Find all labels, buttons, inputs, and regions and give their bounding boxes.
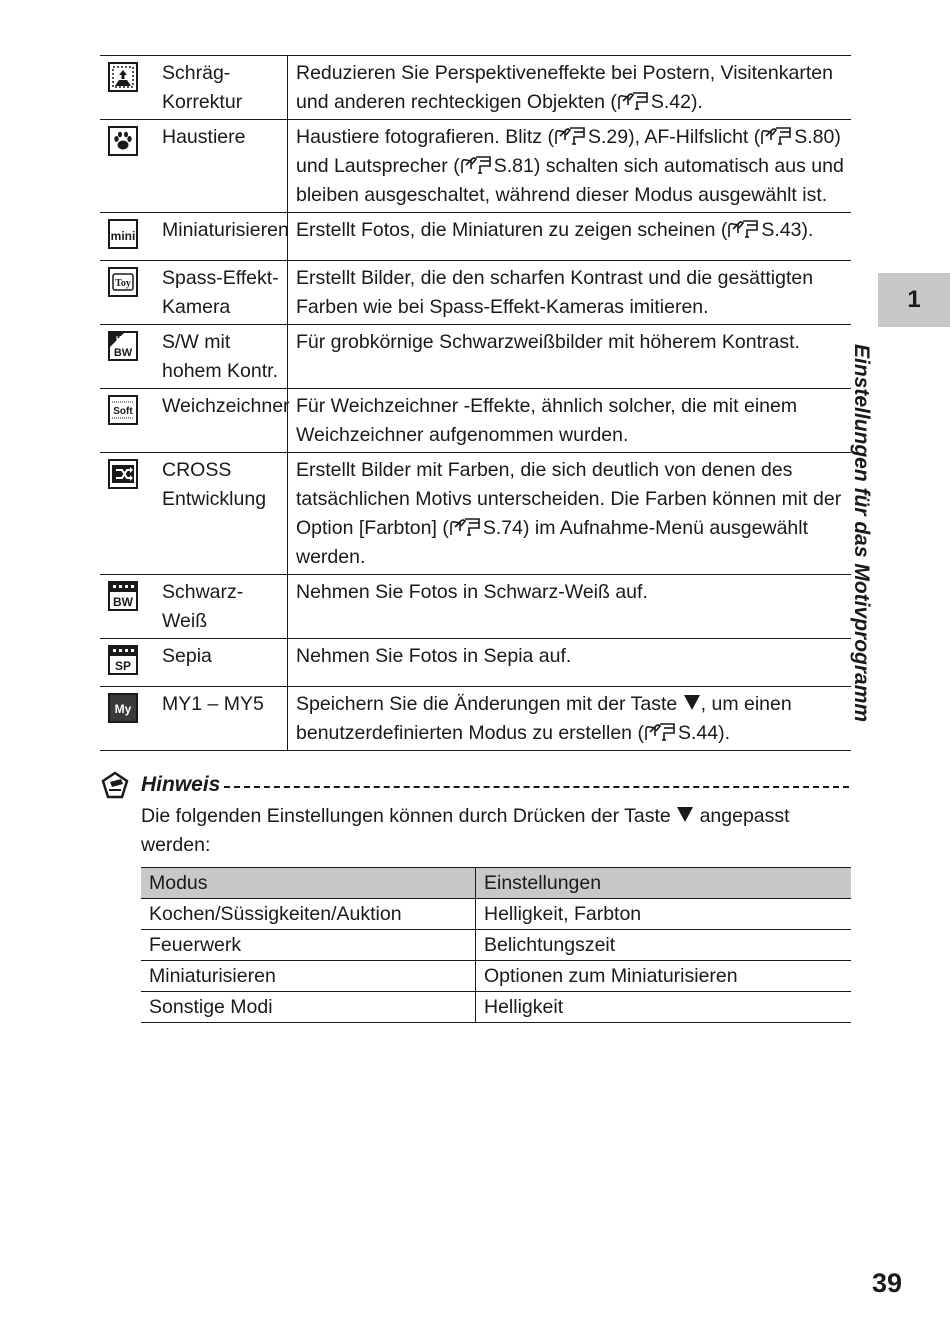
mode-description: Für Weichzeichner -Effekte, ähnlich solcher, die mit einem Weichzeichner aufgenommen wurden.	[288, 389, 852, 453]
hint-text-after: angepasst werden:	[141, 805, 790, 856]
mode-row	[100, 120, 851, 213]
down-button-icon	[684, 695, 700, 710]
mode-name: Haustiere	[154, 120, 288, 213]
row-settings: Optionen zum Miniaturisieren	[476, 961, 852, 992]
page-reference-icon	[644, 722, 678, 742]
mode-description: Für grobkörnige Schwarzweißbilder mit höherem Kontrast.	[288, 325, 852, 389]
miniature-icon	[108, 219, 138, 249]
mode-row	[100, 56, 851, 120]
mode-description: Reduzieren Sie Perspektiveneffekte bei Postern, Visitenkarten und anderen rechteckigen Objekten ( S.42).	[288, 56, 852, 120]
cross-process-icon	[108, 459, 138, 489]
note-icon	[101, 771, 129, 799]
toy-camera-icon	[108, 267, 138, 297]
mode-name: Sepia	[154, 639, 288, 687]
svg-text:Toy: Toy	[115, 278, 131, 289]
mode-row	[100, 213, 851, 261]
mode-icon-cell	[100, 213, 154, 261]
mode-name: Schräg- Korrektur	[154, 56, 288, 120]
header-mode: Modus	[141, 868, 476, 899]
page-reference-icon	[617, 91, 651, 111]
row-settings: Helligkeit, Farbton	[476, 899, 852, 930]
mode-description: Erstellt Fotos, die Miniaturen zu zeigen scheinen ( S.43).	[288, 213, 852, 261]
mode-name: Miniaturisieren	[154, 213, 288, 261]
skew-correction-icon	[108, 62, 138, 92]
mode-row	[100, 453, 851, 575]
mode-icon-cell	[100, 575, 154, 639]
page-reference: S.42	[650, 91, 691, 113]
hint-divider	[224, 786, 849, 788]
mode-icon-cell	[100, 639, 154, 687]
svg-text:Hi: Hi	[116, 336, 123, 343]
svg-text:SP: SP	[114, 659, 132, 673]
mode-icon-cell	[100, 687, 154, 751]
mode-description: Speichern Sie die Änderungen mit der Taste , um einen benutzerdefinierten Modus zu erstellen ( S.44).	[288, 687, 852, 751]
mode-description: Nehmen Sie Fotos in Sepia auf.	[288, 639, 852, 687]
page-reference: S.43	[761, 219, 802, 241]
table-row	[141, 961, 851, 992]
page-reference-icon	[460, 155, 494, 175]
sepia-icon	[108, 645, 138, 675]
page-reference: S.74	[482, 517, 523, 539]
settings-header-row	[141, 868, 851, 899]
hint-text-before: Die folgenden Einstellungen können durch Drücken der Taste	[141, 805, 677, 827]
hint-title: Hinweis	[141, 773, 221, 796]
mode-description: Nehmen Sie Fotos in Schwarz-Weiß auf.	[288, 575, 852, 639]
svg-text:BW: BW	[113, 347, 133, 359]
mode-row	[100, 325, 851, 389]
mode-name: Spass-Effekt- Kamera	[154, 261, 288, 325]
svg-text:BW: BW	[113, 595, 133, 609]
mode-icon-cell	[100, 325, 154, 389]
mode-name: CROSS Entwicklung	[154, 453, 288, 575]
page-reference: S.44	[677, 722, 719, 744]
mode-description: Haustiere fotografieren. Blitz ( S.29), AF-Hilfslicht ( S.80) und Lautsprecher ( S.81) schalten sich automatisch aus und bleiben ausgeschaltet, während dieser Modus ausgewählt ist.	[288, 120, 852, 213]
page-reference-icon	[554, 126, 588, 146]
mode-icon-cell	[100, 453, 154, 575]
mode-name: MY1 – MY5	[154, 687, 288, 751]
mode-description: Erstellt Bilder mit Farben, die sich deutlich von denen des tatsächlichen Motivs unterscheiden. Die Farben können mit der Option [Farbton] ( S.74) im Aufnahme-Menü ausgewählt werden.	[288, 453, 852, 575]
page-number: 39	[872, 1268, 903, 1298]
svg-text:mini: mini	[110, 229, 136, 243]
table-row	[141, 992, 851, 1023]
page-reference-icon	[727, 219, 761, 239]
hint-text	[141, 802, 841, 860]
mode-name: Weichzeichner	[154, 389, 288, 453]
page-reference: S.80	[794, 126, 835, 148]
svg-text:My: My	[114, 702, 132, 716]
row-settings: Belichtungszeit	[476, 930, 852, 961]
mode-row	[100, 687, 851, 751]
row-mode: Feuerwerk	[141, 930, 476, 961]
mode-name: S/W mit hohem Kontr.	[154, 325, 288, 389]
my-settings-icon	[108, 693, 138, 723]
mode-row	[100, 261, 851, 325]
page-reference: S.81	[493, 155, 534, 177]
table-row	[141, 899, 851, 930]
down-button-icon	[677, 807, 693, 822]
mode-row	[100, 639, 851, 687]
mode-icon-cell	[100, 389, 154, 453]
mode-icon-cell	[100, 261, 154, 325]
mode-row	[100, 389, 851, 453]
row-mode: Miniaturisieren	[141, 961, 476, 992]
black-white-icon	[108, 581, 138, 611]
header-settings: Einstellungen	[476, 868, 852, 899]
mode-icon-cell	[100, 56, 154, 120]
pet-icon	[108, 126, 138, 156]
chapter-number: 1	[907, 286, 921, 313]
chapter-title: Einstellungen für das Motivprogramm	[850, 344, 873, 723]
page-reference-icon	[760, 126, 794, 146]
adjustable-settings-table	[141, 867, 851, 1023]
soft-focus-icon	[108, 395, 138, 425]
page-reference: S.29	[587, 126, 629, 148]
row-mode: Sonstige Modi	[141, 992, 476, 1023]
row-settings: Helligkeit	[476, 992, 852, 1023]
scene-mode-table	[100, 55, 851, 751]
mode-name: Schwarz- Weiß	[154, 575, 288, 639]
page-reference-icon	[449, 517, 483, 537]
chapter-tab	[878, 273, 950, 327]
table-row	[141, 930, 851, 961]
row-mode: Kochen/Süssigkeiten/Auktion	[141, 899, 476, 930]
mode-description: Erstellt Bilder, die den scharfen Kontrast und die gesättigten Farben wie bei Spass-Effekt-Kameras imitieren.	[288, 261, 852, 325]
mode-row	[100, 575, 851, 639]
mode-icon-cell	[100, 120, 154, 213]
high-contrast-bw-icon	[108, 331, 138, 361]
svg-text:Soft: Soft	[113, 406, 133, 417]
